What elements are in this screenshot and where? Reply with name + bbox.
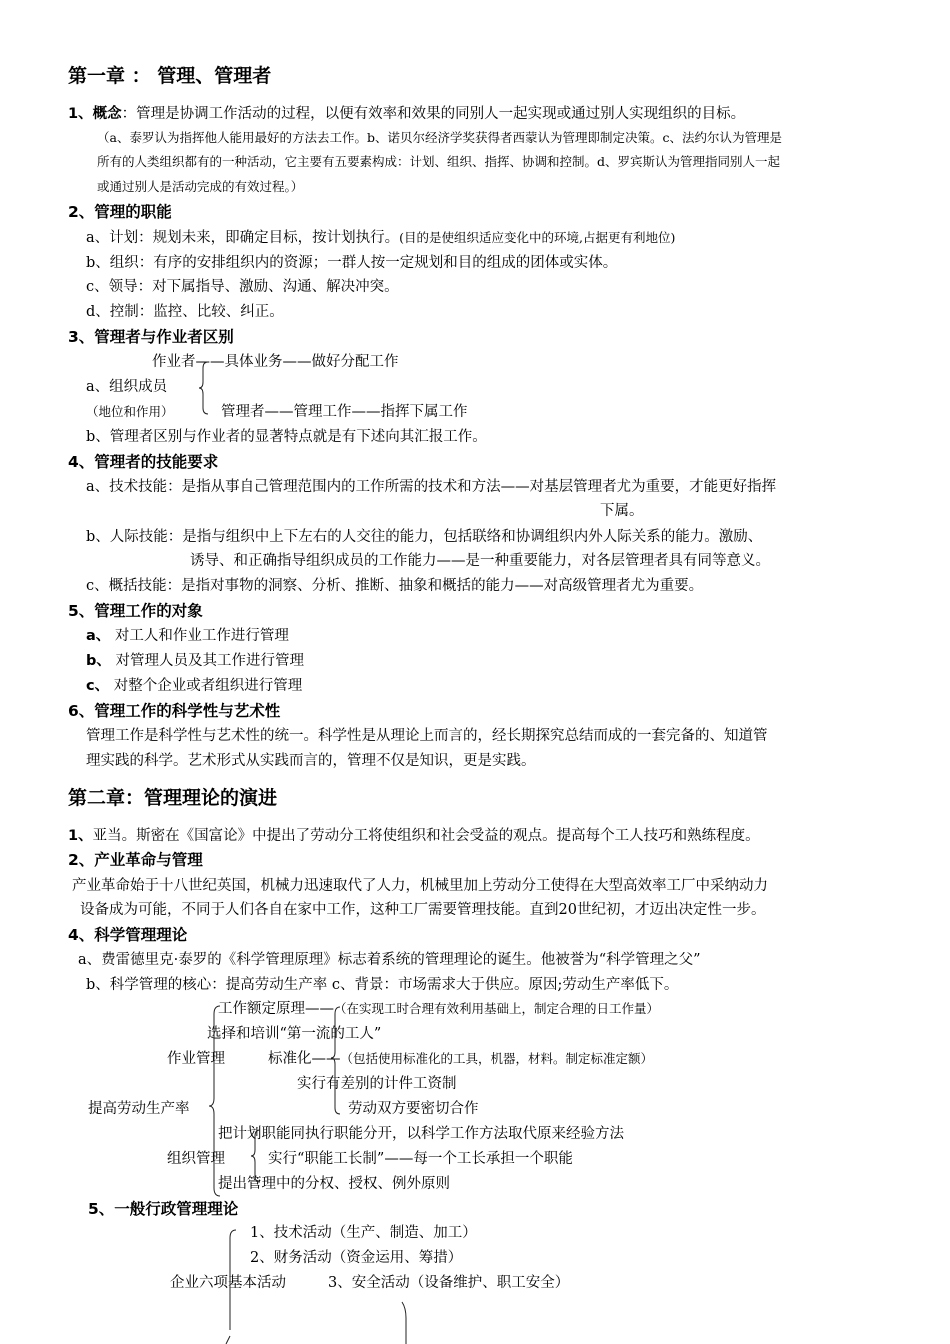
worker-line: 作业者——具体业务——做好分配工作 [152,354,399,370]
standardization-label: 标准化—— [268,1051,341,1067]
activity-finance: 2、财务活动（资金运用、筹措） [250,1250,463,1266]
first-class-workers: 选择和培训“第一流的工人” [207,1026,382,1042]
skill-conceptual: c、概括技能：是指对事物的洞察、分析、推断、抽象和概括的能力——对高级管理者尤为重要。 [86,578,704,594]
taylor-line: a、费雷德里克·泰罗的《科学管理原理》标志着系统的管理理论的诞生。他被誉为“科学管理之父” [78,952,701,968]
concept-note-2: 所有的人类组织都有的一种活动，它主要有五要素构成：计划、组织、指挥、协调和控制。d、罗宾斯认为管理指同别人一起 [97,154,781,169]
science-art-title: 6、管理工作的科学性与艺术性 [68,702,281,720]
skills-title: 4、管理者的技能要求 [68,453,219,471]
function-plan-text: a、计划：规划未来，即确定目标，按计划执行。 [86,230,400,246]
concept-note-1: （a、泰罗认为指挥他人能用最好的方法去工作。b、诺贝尔经济学奖获得者西蒙认为管理即制定决策。c、法约尔认为管理是 [97,130,782,145]
activity-technical: 1、技术活动（生产、制造、加工） [250,1225,477,1241]
concept-num: 1、 [68,106,93,122]
raise-productivity: 提高劳动生产率 [88,1101,190,1117]
core-line: b、科学管理的核心：提高劳动生产率 c、背景：市场需求大于供应。原因;劳动生产率低下。 [86,977,679,993]
function-plan [86,228,675,248]
activity-security: 3、安全活动（设备维护、职工安全） [328,1275,570,1291]
object-item-label: c、 [86,678,110,694]
manager-line: 管理者——管理工作——指挥下属工作 [221,404,468,420]
skill-technical-2: 下属。 [600,503,644,519]
productivity-brace [206,1002,226,1202]
scientific-title: 4、科学管理理论 [68,926,188,944]
organization-management: 组织管理 [167,1151,225,1167]
functions-title: 2、管理的职能 [68,203,172,221]
activities-brace [220,1226,420,1344]
function-control: d、控制：监控、比较、纠正。 [86,304,284,320]
industrial-title: 2、产业革命与管理 [68,851,203,869]
concept-line [68,104,745,124]
six-activities: 企业六项基本活动 [170,1275,286,1291]
concept-note-3: 或通过别人是活动完成的有效过程。） [97,179,304,194]
admin-theory-title: 5、一般行政管理理论 [88,1200,239,1218]
cooperation: 劳动双方要密切合作 [348,1101,479,1117]
difference-title: 3、管理者与作业者区别 [68,328,234,346]
skill-human-1: b、人际技能：是指与组织中上下左右的人交往的能力，包括联络和协调组织内外人际关系的能力。激励、 [86,529,763,545]
concept-term: 概念 [92,106,122,122]
quota-label: 工作额定原理—— [218,1001,334,1017]
object-item-text: 对管理人员及其工作进行管理 [115,653,304,669]
adam-smith-num: 1、 [68,828,93,844]
concept-text: ：管理是协调工作活动的过程，以便有效率和效果的同别人一起实现或通过别人实现组织的目标。 [121,106,746,122]
industrial-p2: 设备成为可能，不同于人们各自在家中工作，这种工厂需要管理技能。直到20世纪初，才迈出决定性一步。 [80,902,766,918]
skill-technical-1: a、技术技能：是指从事自己管理范围内的工作所需的技术和方法——对基层管理者尤为重要，才能更好指挥 [86,479,777,495]
function-plan-note: (目的是使组织适应变化中的环境,占据更有利地位) [399,230,676,245]
object-item-text: 对工人和作业工作进行管理 [114,628,289,644]
standardization [268,1049,653,1069]
org-member-note: （地位和作用） [86,404,174,419]
quota-note: （在实现工时合理有效利用基础上，制定合理的日工作量） [334,1001,660,1016]
decentralization: 提出管理中的分权、授权、例外原则 [218,1176,450,1192]
functional-foreman: 实行“职能工长制”——每一个工长承担一个职能 [268,1151,573,1167]
adam-smith-text: 亚当。斯密在《国富论》中提出了劳动分工将使组织和社会受益的观点。提高每个工人技巧和熟练程度。 [92,828,760,844]
adam-smith-line [68,826,760,846]
operation-brace [330,1004,350,1119]
function-organize: b、组织：有序的安排组织内的资源；一群人按一定规划和目的组成的团体或实体。 [86,255,618,271]
standardization-note: （包括使用标准化的工具，机器，材料。制定标准定额） [340,1051,654,1066]
skill-human-2: 诱导、和正确指导组织成员的工作能力——是一种重要能力，对各层管理者具有同等意义。 [190,553,770,569]
objects-title: 5、管理工作的对象 [68,602,203,620]
science-art-p1: 管理工作是科学性与艺术性的统一。科学性是从理论上而言的，经长期探究总结而成的一套完备的、知道管 [86,728,768,744]
chapter-2-title: 第二章：管理理论的演进 [68,787,278,809]
quota-principle [218,999,659,1019]
object-item [86,651,304,671]
difference-b: b、管理者区别与作业者的显著特点就是有下述向其汇报工作。 [86,429,487,445]
operation-management: 作业管理 [167,1051,225,1067]
object-item [86,626,289,646]
org-member: a、组织成员 [86,379,168,395]
chapter-1-title: 第一章 ： 管理、管理者 [68,65,272,87]
piece-rate: 实行有差别的计件工资制 [297,1076,457,1092]
member-brace [196,360,216,420]
object-item-label: a、 [86,628,111,644]
object-item [86,676,302,696]
object-item-text: 对整个企业或者组织进行管理 [113,678,303,694]
separate-planning: 把计划职能同执行职能分开，以科学工作方法取代原来经验方法 [218,1126,624,1142]
science-art-p2: 理实践的科学。艺术形式从实践而言的，管理不仅是知识，更是实践。 [86,753,536,769]
object-item-label: b、 [86,653,111,669]
function-lead: c、领导：对下属指导、激励、沟通、解决冲突。 [86,279,399,295]
organization-brace [250,1128,266,1186]
industrial-p1: 产业革命始于十八世纪英国，机械力迅速取代了人力，机械里加上劳动分工使得在大型高效率工厂中采纳动力 [72,878,768,894]
